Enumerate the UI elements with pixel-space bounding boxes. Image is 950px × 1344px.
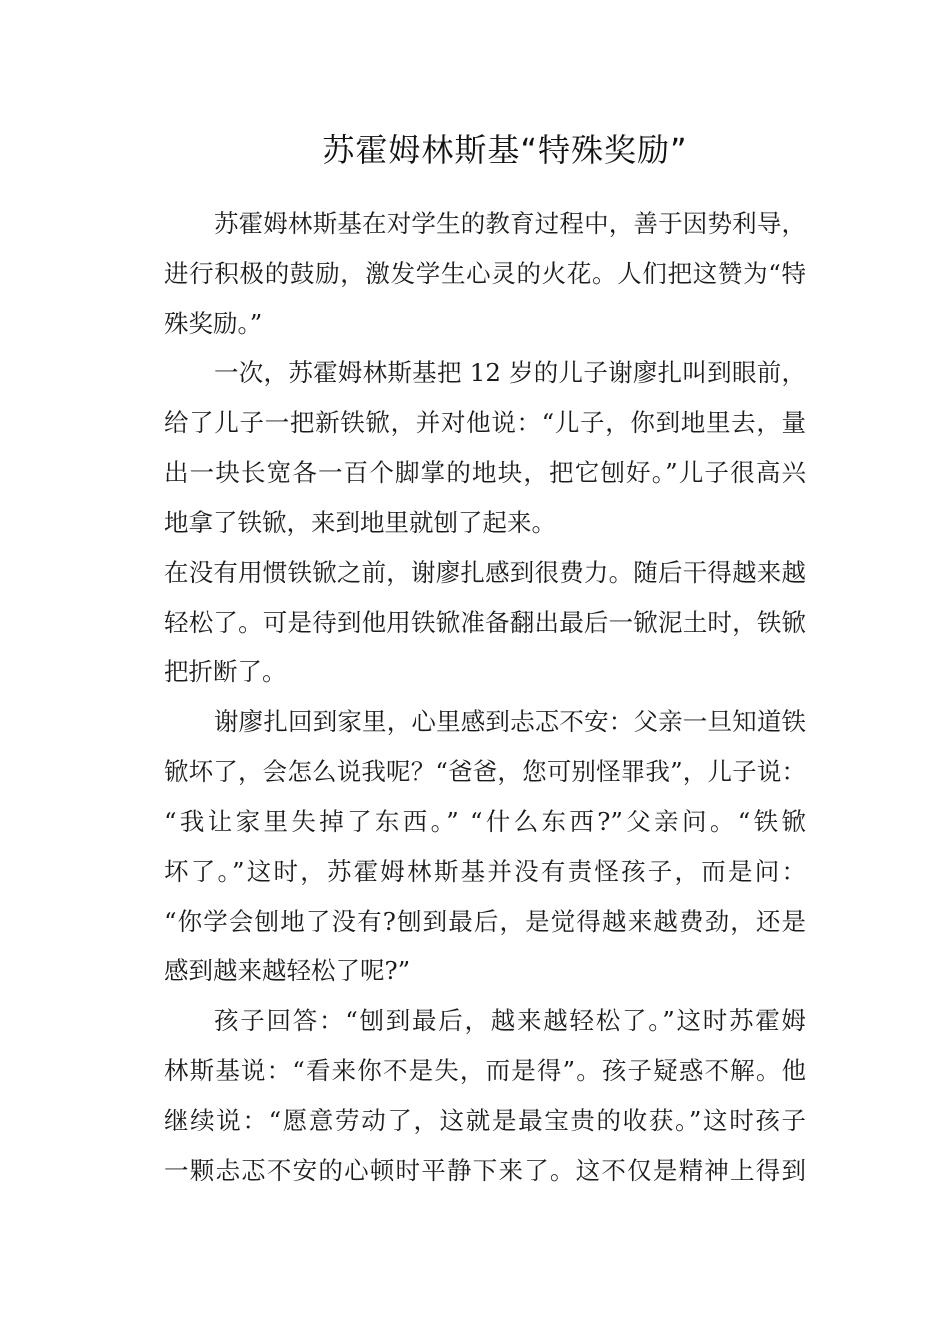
paragraph-line: 苏霍姆林斯基在对学生的教育过程中，善于因势利导， [214, 209, 806, 238]
paragraph-line: 殊奖励。” [164, 309, 263, 338]
paragraph-line: “你学会刨地了没有?刨到最后，是觉得越来越费劲，还是 [164, 907, 806, 936]
paragraph-line: 在没有用惯铁锨之前，谢廖扎感到很费力。随后干得越来越 [164, 558, 806, 587]
paragraph-line: 感到越来越轻松了呢?” [164, 956, 411, 985]
paragraph-line: 给了儿子一把新铁锨，并对他说：“儿子，你到地里去，量 [164, 408, 806, 437]
paragraph-line: 把折断了。 [164, 657, 287, 686]
paragraph-line: “我让家里失掉了东西。” “什么东西?”父亲问。“铁锨 [164, 807, 806, 836]
paragraph-line: 轻松了。可是待到他用铁锨准备翻出最后一锨泥土时，铁锨 [164, 608, 806, 637]
paragraph-line: 一颗忐忑不安的心顿时平静下来了。这不仅是精神上得到 [164, 1156, 806, 1185]
paragraph-line: 出一块长宽各一百个脚掌的地块，把它刨好。”儿子很高兴 [164, 458, 806, 487]
paragraph-line: 孩子回答：“刨到最后，越来越轻松了。”这时苏霍姆 [214, 1006, 806, 1035]
paragraph-line: 继续说：“愿意劳动了，这就是最宝贵的收获。”这时孩子 [164, 1106, 806, 1135]
paragraph-line: 一次，苏霍姆林斯基把 12 岁的儿子谢廖扎叫到眼前， [214, 358, 806, 387]
document-title: 苏霍姆林斯基“特殊奖励” [322, 131, 688, 169]
paragraph-line: 坏了。”这时，苏霍姆林斯基并没有责怪孩子，而是问： [164, 857, 806, 886]
paragraph-line: 谢廖扎回到家里，心里感到忐忑不安：父亲一旦知道铁 [214, 707, 806, 736]
paragraph-line: 地拿了铁锨，来到地里就刨了起来。 [164, 508, 556, 537]
paragraph-line: 林斯基说：“看来你不是失，而是得”。孩子疑惑不解。他 [164, 1056, 806, 1085]
paragraph-line: 进行积极的鼓励，激发学生心灵的火花。人们把这赞为“特 [164, 259, 806, 288]
paragraph-line: 锨坏了，会怎么说我呢？“爸爸，您可别怪罪我”，儿子说： [164, 757, 806, 786]
